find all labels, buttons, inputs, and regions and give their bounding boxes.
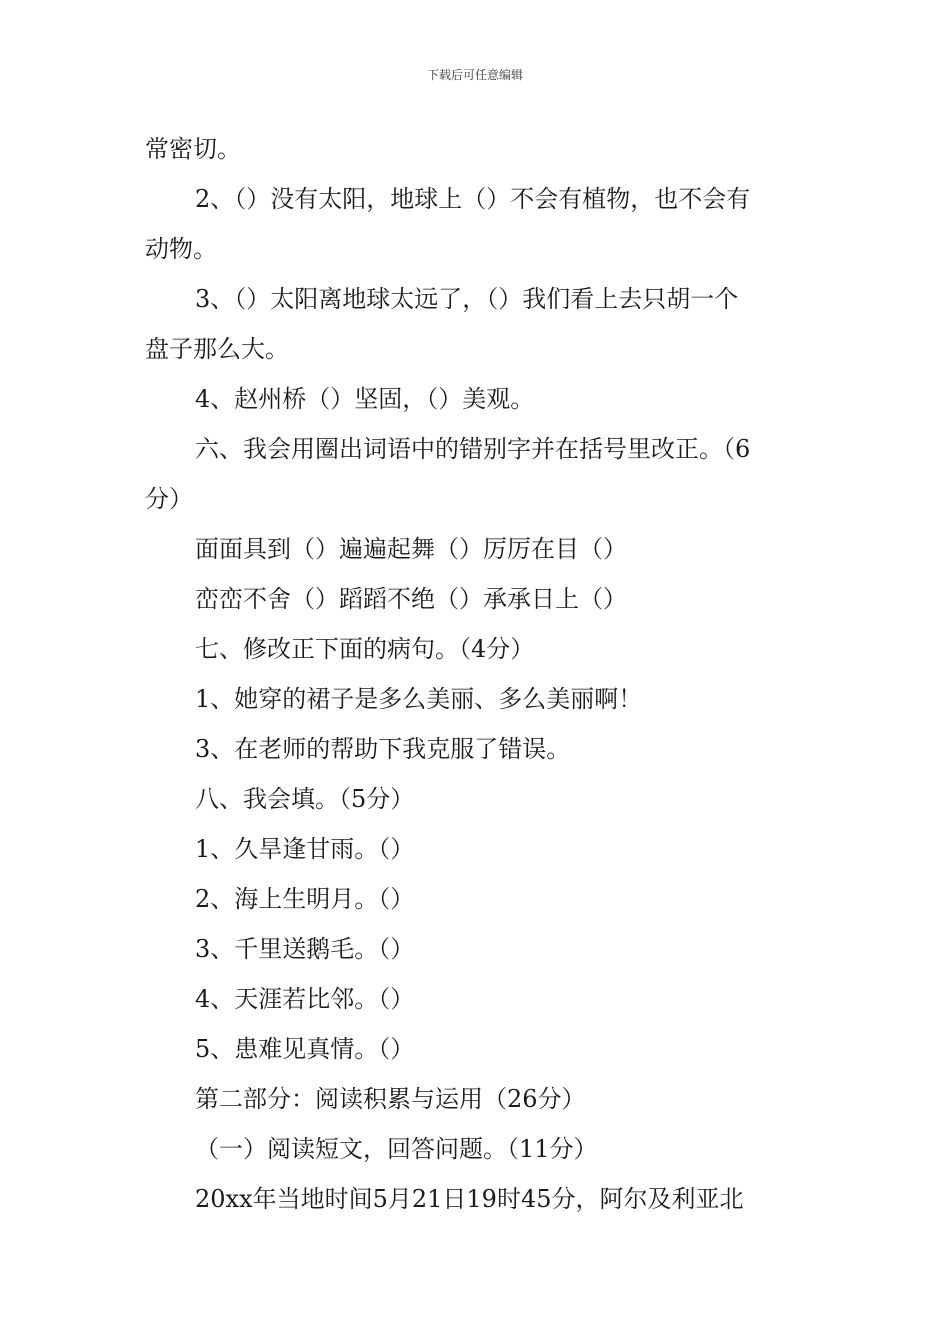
text-line: 七、修改正下面的病句。（4分） (195, 635, 535, 663)
text-line: 1、久旱逢甘雨。（） (195, 835, 415, 863)
text-line: 第二部分：阅读积累与运用（26分） (195, 1085, 586, 1113)
text-line: （一）阅读短文，回答问题。（11分） (195, 1135, 598, 1163)
document-body (145, 124, 810, 1224)
text-line: 5、患难见真情。（） (195, 1035, 415, 1063)
text-line: 面面具到（）遍遍起舞（）厉厉在目（） (195, 535, 627, 563)
text-line: 3、在老师的帮助下我克服了错误。 (195, 735, 571, 763)
text-line: 2、（）没有太阳，地球上（）不会有植物，也不会有 (195, 185, 751, 213)
text-line: 2、海上生明月。（） (195, 885, 415, 913)
text-line: 20xx年当地时间5月21日19时45分，阿尔及利亚北 (195, 1185, 744, 1213)
text-line: 3、千里送鹅毛。（） (195, 935, 415, 963)
text-line: 1、她穿的裙子是多么美丽、多么美丽啊！ (195, 685, 643, 713)
text-line: 峦峦不舍（）蹈蹈不绝（）承承日上（） (195, 585, 627, 613)
text-line: 六、我会用圈出词语中的错别字并在括号里改正。（6 (195, 435, 751, 463)
text-line: 4、天涯若比邻。（） (195, 985, 415, 1013)
text-line: 常密切。 (145, 135, 241, 163)
text-line: 4、赵州桥（）坚固，（）美观。 (195, 385, 535, 413)
text-line: 分） (145, 485, 193, 513)
text-line: 3、（）太阳离地球太远了，（）我们看上去只胡一个 (195, 285, 739, 313)
text-line: 盘子那么大。 (145, 335, 289, 363)
page-header: 下载后可任意编辑 (426, 68, 523, 82)
text-line: 八、我会填。（5分） (195, 785, 415, 813)
text-line: 动物。 (145, 235, 217, 263)
